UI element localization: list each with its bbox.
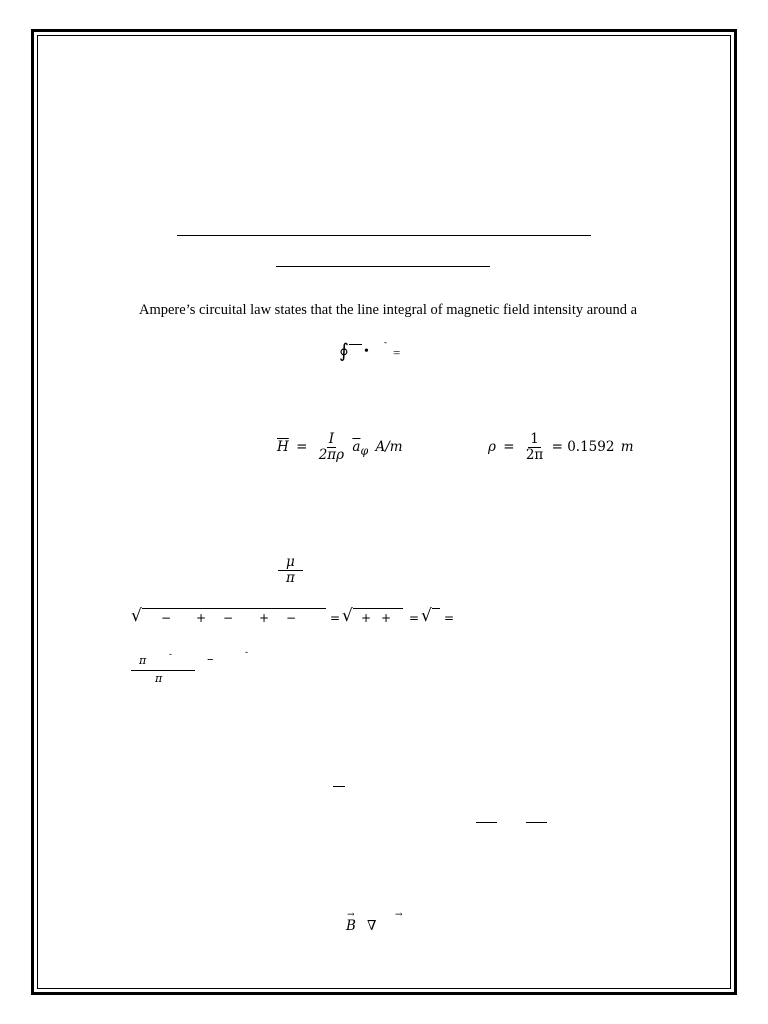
title-rule-2 [276,266,490,267]
pi-fraction-equation [131,650,271,690]
integral-sign: ∮ [339,340,349,362]
radical-3-bar [432,608,440,609]
rho-denominator: 2π [525,447,544,463]
radical-3: √ [421,606,432,626]
rho-fraction [524,432,545,463]
sqrt-equals-1: = [330,611,341,625]
rho-numerator: 1 [530,431,539,447]
pi-dash: – [207,652,214,667]
h-units: A/m [375,439,403,455]
equals-sign: = [393,345,401,360]
pi-minus-2: - [245,648,249,658]
title-rule-1 [177,235,591,236]
sqrt-equals-3: = [444,611,455,625]
rho-units: m [620,439,634,455]
vector-mark-dl: - [384,337,387,347]
mu-over-pi [276,555,305,586]
sqrt-equation [131,606,471,632]
rho-equals: = [503,439,515,455]
h-symbol: $\overline{H}$ [277,439,289,455]
radical-2-bar [353,608,403,609]
pi-fraction-bar [131,670,195,671]
pi-numerator: π [139,654,147,667]
sqrt-term-3: − [223,611,234,625]
nabla-symbol: ∇ [367,918,377,934]
dot-operator: • [364,344,369,359]
mu-fraction [278,555,303,586]
vector-bar-h [349,344,362,345]
radical-1-bar [142,608,326,609]
page-border-inner [37,35,731,989]
mu-denominator: π [285,570,295,586]
sqrt-term-1: − [161,611,172,625]
b-symbol: B [346,918,356,934]
h-numerator: I [328,431,335,447]
short-bar-1 [333,786,345,787]
unit-vector: $\overline{a}$ [352,439,361,455]
b-arrow: → [347,910,355,920]
sqrt2-term-1: + [361,611,372,625]
radical-2: √ [342,606,353,626]
sqrt-term-2: + [196,611,207,625]
sqrt-equals-2: = [409,611,420,625]
sqrt-term-4: + [259,611,270,625]
ampere-equation [339,337,409,364]
h-field-equation [277,432,403,463]
b-nabla-equation [346,910,416,940]
h-fraction [317,432,346,463]
short-bar-2 [476,822,497,823]
sqrt2-term-2: + [381,611,392,625]
pi-denominator: π [155,672,163,685]
rho-equation [488,432,634,463]
vector-arrow: → [395,910,403,920]
pi-numerator-minus: - [169,650,173,660]
sqrt-term-5: − [286,611,297,625]
unit-vector-sub: φ [360,444,369,458]
h-denominator: 2πρ [318,447,345,463]
rho-result: = 0.1592 [551,439,615,455]
short-bar-3 [526,822,547,823]
mu-numerator: μ [278,555,303,571]
body-paragraph: Ampere’s circuital law states that the line integral of magnetic field intensity around a [139,302,638,318]
rho-symbol: ρ [488,439,496,455]
h-equals: = [296,439,308,455]
radical-1: √ [131,606,142,626]
